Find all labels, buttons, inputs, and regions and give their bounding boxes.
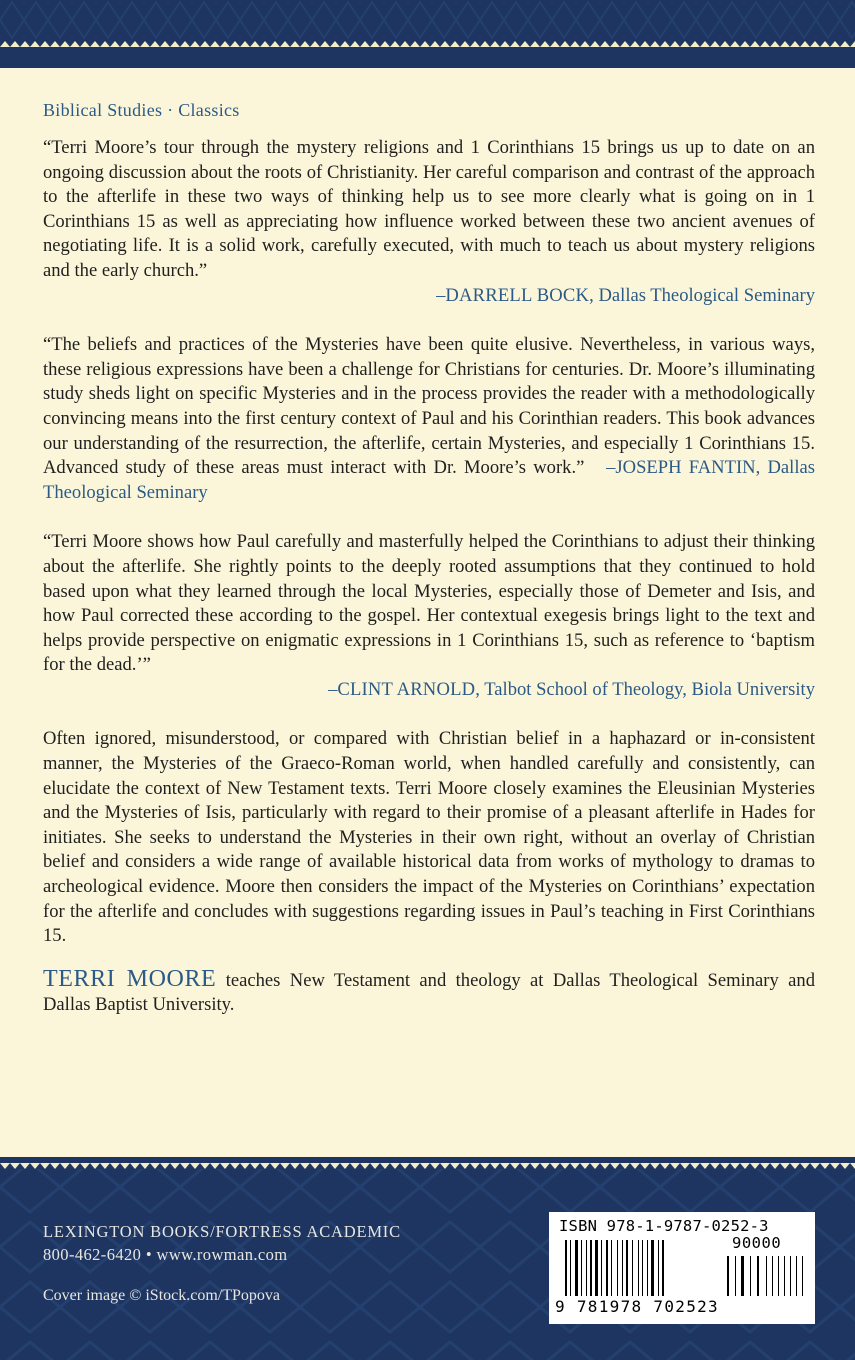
top-decorative-band: [0, 0, 855, 68]
barcode-bar: [735, 1256, 736, 1296]
barcode-bar: [778, 1256, 779, 1296]
endorser-affiliation: , Talbot School of Theology, Biola University: [475, 678, 815, 700]
book-description: Often ignored, misunderstood, or compared with Christian belief in a haphazard or in-consistent manner, the Mysteries of the Graeco-Roman world, when handled carefully and consistently, can elucidate the context of New Testament texts. Terri Moore closely examines the Eleusinian Mysteries and the Mysteries of Isis, particularly with regard to their promise of a pleasant afterlife in Hades for initiates. She seeks to understand the Mysteries in their own right, without an overlay of Christian belief and considers a wide range of available historical data from works of mythology to dramas to archeological evidence. Moore then considers the impact of the Mysteries on Corinthians’ expectation for the afterlife and concludes with suggestions regarding issues in Paul’s teaching in First Corinthians 15.: [43, 728, 815, 947]
barcode-bar: [662, 1240, 664, 1296]
barcode-bar: [651, 1240, 654, 1296]
publisher-info: [43, 1220, 401, 1266]
endorsement-3: [43, 530, 815, 702]
category-label: Biblical Studies · Classics: [43, 100, 240, 120]
barcode-bar: [750, 1256, 751, 1296]
price-code: 90000: [732, 1234, 782, 1252]
barcode-bar: [606, 1240, 608, 1296]
zigzag-edge-icon: [0, 1163, 855, 1169]
publisher-name: LEXINGTON BOOKS/FORTRESS ACADEMIC: [43, 1222, 401, 1241]
endorser-name: JOSEPH FANTIN: [615, 457, 756, 479]
endorsement-attribution: –DARRELL BOCK, Dallas Theological Seminary: [436, 284, 815, 306]
barcode-bar: [595, 1240, 598, 1296]
barcode-bar: [790, 1256, 791, 1296]
barcode-bar: [766, 1256, 767, 1296]
zigzag-edge-icon: [0, 41, 855, 47]
endorsement-2: [43, 333, 815, 505]
author-bio: [43, 967, 815, 1018]
publisher-contact: 800-462-6420 • www.rowman.com: [43, 1245, 288, 1264]
barcode-bar: [611, 1240, 612, 1296]
endorser-affiliation: , Dallas Theological Seminary: [43, 457, 815, 503]
endorser-name: DARRELL BOCK: [445, 284, 590, 306]
back-cover-content: [43, 100, 815, 1018]
barcode-bar: [575, 1240, 578, 1296]
barcode-bar: [772, 1256, 773, 1296]
author-bio-text: teaches New Testament and theology at Dallas Theological Seminary and Dallas Baptist University.: [43, 969, 815, 1016]
barcode-bar: [586, 1240, 587, 1296]
endorsement-quote: “Terri Moore’s tour through the mystery religions and 1 Corinthians 15 brings us up to date on an ongoing discussion about the roots of Christianity. Her careful comparison and contrast of the approach to the afterlife in these two ways of thinking help us to see more clearly what is going on in 1 Corinthians 15 as well as appreciating how influence worked between these two ancient avenues of negotiating life. It is a solid work, carefully executed, with much to teach us about mystery religions and the early church.”: [43, 137, 815, 281]
endorser-name: CLINT ARNOLD: [337, 678, 476, 700]
barcode-bar: [632, 1240, 633, 1296]
endorsement-1: [43, 136, 815, 308]
barcode-bar: [626, 1240, 628, 1296]
barcode-bar: [727, 1256, 729, 1296]
endorsement-attribution: –JOSEPH FANTIN, Dallas Theological Seminary: [43, 457, 815, 503]
author-name: TERRI MOORE: [43, 965, 217, 992]
isbn-label: ISBN 978-1-9787-0252-3: [559, 1217, 769, 1235]
bottom-band: [0, 1157, 855, 1360]
barcode-bar: [802, 1256, 803, 1296]
barcode-bar: [642, 1240, 643, 1296]
barcode-bar: [581, 1240, 582, 1296]
endorsement-quote: “Terri Moore shows how Paul carefully and masterfully helped the Corinthians to adjust their thinking about the afterlife. She rightly points to the deeply rooted assumptions that they continued to hold based upon what they learned through the local Mysteries, especially those of Demeter and Isis, and how Paul corrected these according to the gospel. Her contextual exegesis brings light to the text and helps provide perspective on enigmatic expressions in 1 Corinthians 15, such as reference to ‘baptism for the dead.’”: [43, 531, 815, 676]
endorsement-attribution: –CLINT ARNOLD, Talbot School of Theology, Biola University: [328, 678, 815, 700]
barcode-bar: [570, 1240, 571, 1296]
barcode-digits: 9 781978 702523: [555, 1297, 719, 1316]
barcode-bar: [617, 1240, 618, 1296]
endorsement-quote: “The beliefs and practices of the Mysteries have been quite elusive. Nevertheless, in various ways, these religious expressions have been a challenge for Christians for centuries. Dr. Moore’s illuminating study sheds light on specific Mysteries and in the process provides the reader with a methodologically convincing means into the first century context of Paul and his Corinthian readers. This book advances our understanding of the resurrection, the afterlife, certain Mysteries, and especially 1 Corinthians 15. Advanced study of these areas must interact with Dr. Moore’s work.” –JOSEPH FANTIN, Dallas Theological Seminary: [43, 334, 815, 503]
pattern-icon: [0, 0, 855, 68]
barcode-bar: [647, 1240, 648, 1296]
barcode-bar: [658, 1240, 659, 1296]
endorser-affiliation: , Dallas Theological Seminary: [589, 284, 815, 306]
cover-credit: Cover image © iStock.com/TPopova: [43, 1287, 281, 1304]
barcode-bar: [565, 1240, 567, 1296]
barcode-bar: [784, 1256, 785, 1296]
barcode-bar: [638, 1240, 639, 1296]
barcode-bar: [622, 1240, 623, 1296]
barcode-bar: [601, 1240, 602, 1296]
barcode-bar: [741, 1256, 744, 1296]
barcode: [549, 1212, 815, 1324]
barcode-bar: [757, 1256, 759, 1296]
barcode-bar: [590, 1240, 592, 1296]
barcode-bar: [796, 1256, 797, 1296]
